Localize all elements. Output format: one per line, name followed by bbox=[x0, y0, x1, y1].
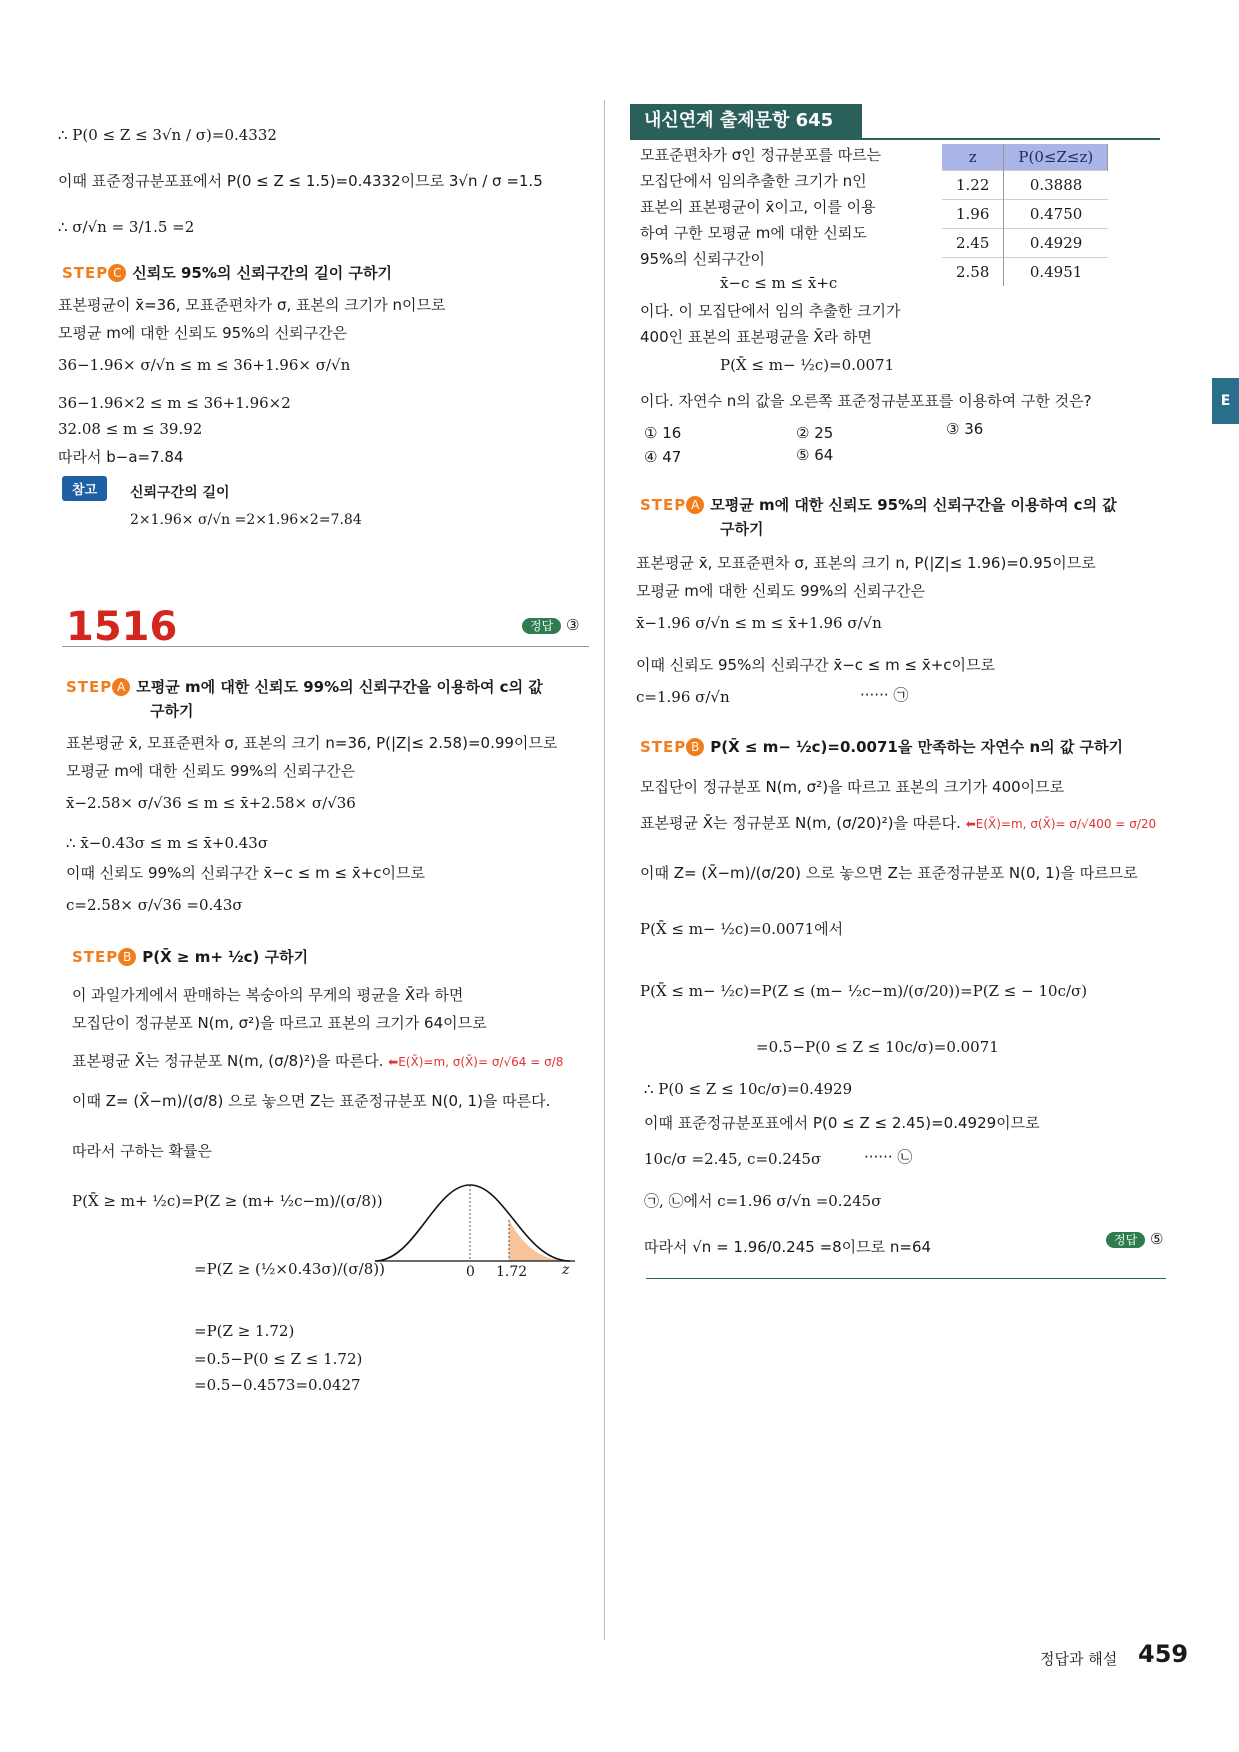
eq-b7: =P(Z ≥ (½×0.43σ)/(σ/8)) bbox=[194, 1260, 385, 1278]
side-tab[interactable]: E bbox=[1212, 378, 1239, 424]
end-rule bbox=[646, 1278, 1166, 1279]
note-body: 2×1.96× σ/√n =2×1.96×2=7.84 bbox=[130, 512, 362, 528]
step-c-heading bbox=[62, 262, 392, 283]
r-step-a-title-2: 구하기 bbox=[720, 520, 764, 538]
eq-c3: 36−1.96× σ/√n ≤ m ≤ 36+1.96× σ/√n bbox=[58, 356, 351, 374]
normal-curve-figure bbox=[375, 1175, 575, 1285]
step-title: 모평균 m에 대한 신뢰도 99%의 신뢰구간을 이용하여 c의 값 bbox=[136, 678, 543, 696]
text-b5: 따라서 구하는 확률은 bbox=[72, 1142, 212, 1160]
banner-rule bbox=[630, 138, 1160, 140]
r-eq-b6: =0.5−P(0 ≤ Z ≤ 10c/σ)=0.0071 bbox=[756, 1038, 999, 1056]
eq-a6: c=2.58× σ/√36 =0.43σ bbox=[66, 896, 243, 914]
choice-3[interactable]: ③ 36 bbox=[946, 420, 984, 438]
column-divider bbox=[604, 100, 605, 1640]
r-text-a2: 모평균 m에 대한 신뢰도 99%의 신뢰구간은 bbox=[636, 582, 926, 600]
q-line-1: 모표준편차가 σ인 정규분포를 따르는 bbox=[640, 146, 882, 164]
step-title: P(X̄ ≥ m+ ½c) 구하기 bbox=[142, 948, 309, 966]
r-eq-b9: 10c/σ =2.45, c=0.245σ bbox=[644, 1150, 822, 1168]
step-label: STEP bbox=[72, 948, 119, 966]
answer-value: ⑤ bbox=[1149, 1230, 1164, 1248]
answer-tag: 정답 bbox=[522, 618, 561, 634]
eq-b6: P(X̄ ≥ m+ ½c)=P(Z ≥ (m+ ½c−m)/(σ/8)) bbox=[72, 1192, 383, 1210]
step-letter: B bbox=[686, 738, 704, 756]
eq-c4: 36−1.96×2 ≤ m ≤ 36+1.96×2 bbox=[58, 394, 291, 412]
r-step-a-heading bbox=[640, 494, 1117, 515]
choice-1[interactable]: ① 16 bbox=[644, 424, 682, 442]
rb2-text: 표본평균 X̄는 정규분포 N(m, (σ/20)²)을 따른다. bbox=[640, 814, 961, 832]
step-letter: B bbox=[118, 948, 136, 966]
answer-tag: 정답 bbox=[1106, 1232, 1145, 1248]
eq-a3: x̄−2.58× σ/√36 ≤ m ≤ x̄+2.58× σ/√36 bbox=[66, 794, 356, 812]
q-line-10: 이다. 자연수 n의 값을 오른쪽 표준정규분포표를 이용하여 구한 것은? bbox=[640, 392, 1092, 410]
eq-line-3: ∴ σ/√n = 3/1.5 =2 bbox=[58, 218, 195, 236]
text-a5: 이때 신뢰도 99%의 신뢰구간 x̄−c ≤ m ≤ x̄+c이므로 bbox=[66, 864, 425, 882]
curve-label-172: 1.72 bbox=[496, 1264, 528, 1280]
text-c2: 모평균 m에 대한 신뢰도 95%의 신뢰구간은 bbox=[58, 324, 348, 342]
z-table-cell: 0.3888 bbox=[1004, 171, 1108, 200]
step-label: STEP bbox=[640, 738, 687, 756]
step-title: 신뢰도 95%의 신뢰구간의 길이 구하기 bbox=[132, 264, 392, 282]
text-a2: 모평균 m에 대한 신뢰도 99%의 신뢰구간은 bbox=[66, 762, 356, 780]
r-text-b11: 따라서 √n = 1.96/0.245 =8이므로 n=64 bbox=[644, 1238, 932, 1256]
problem-number: 1516 bbox=[66, 604, 178, 650]
r-mark-b9: ······ ㉡ bbox=[864, 1148, 913, 1166]
r-text-b8: 이때 표준정규분포표에서 P(0 ≤ Z ≤ 2.45)=0.4929이므로 bbox=[644, 1114, 1040, 1132]
choice-2[interactable]: ② 25 bbox=[796, 424, 834, 442]
q-line-6: x̄−c ≤ m ≤ x̄+c bbox=[720, 274, 838, 292]
eq-b9: =0.5−P(0 ≤ Z ≤ 1.72) bbox=[194, 1350, 363, 1368]
r-eq-a5: c=1.96 σ/√n bbox=[636, 688, 730, 706]
r-text-b2 bbox=[640, 812, 1156, 833]
q-line-2: 모집단에서 임의추출한 크기가 n인 bbox=[640, 172, 867, 190]
r-answer-block bbox=[1106, 1230, 1163, 1248]
r-text-b3: 이때 Z= (X̄−m)/(σ/20) 으로 놓으면 Z는 표준정규분포 N(0, 1)을 따르므로 bbox=[640, 864, 1138, 882]
step-label: STEP bbox=[62, 264, 109, 282]
text-b2: 모집단이 정규분포 N(m, σ²)을 따르고 표본의 크기가 64이므로 bbox=[72, 1014, 487, 1032]
eq-line-1: ∴ P(0 ≤ Z ≤ 3√n / σ)=0.4332 bbox=[58, 126, 277, 144]
r-step-b-heading bbox=[640, 736, 1123, 757]
r-mark-a5: ······ ㉠ bbox=[860, 686, 909, 704]
choice-5[interactable]: ⑤ 64 bbox=[796, 446, 834, 464]
text-b1: 이 과일가게에서 판매하는 복숭아의 무게의 평균을 X̄라 하면 bbox=[72, 986, 464, 1004]
step-letter: A bbox=[112, 678, 130, 696]
left-column bbox=[0, 0, 600, 1752]
step-a-heading bbox=[66, 676, 543, 697]
z-table-cell: 1.22 bbox=[942, 171, 1004, 200]
answer-value: ③ bbox=[565, 616, 580, 634]
step-a-title-2: 구하기 bbox=[150, 702, 194, 720]
rb2-note: ⬅E(X̄)=m, σ(X̄)= σ/√400 = σ/20 bbox=[965, 817, 1157, 831]
text-b4: 이때 Z= (X̄−m)/(σ/8) 으로 놓으면 Z는 표준정규분포 N(0, 1)을 따른다. bbox=[72, 1092, 551, 1110]
z-table-header: z bbox=[942, 144, 1004, 171]
text-line-2: 이때 표준정규분포표에서 P(0 ≤ Z ≤ 1.5)=0.4332이므로 3√n / σ =1.5 bbox=[58, 172, 543, 190]
q-line-9: P(X̄ ≤ m− ½c)=0.0071 bbox=[720, 356, 895, 374]
r-text-a4: 이때 신뢰도 95%의 신뢰구간 x̄−c ≤ m ≤ x̄+c이므로 bbox=[636, 656, 995, 674]
q-line-3: 표본의 표본평균이 x̄이고, 이를 이용 bbox=[640, 198, 876, 216]
step-title: P(X̄ ≤ m− ½c)=0.0071을 만족하는 자연수 n의 값 구하기 bbox=[710, 738, 1124, 756]
r-eq-a3: x̄−1.96 σ/√n ≤ m ≤ x̄+1.96 σ/√n bbox=[636, 614, 882, 632]
q-line-5: 95%의 신뢰구간이 bbox=[640, 250, 766, 268]
z-table-cell: 1.96 bbox=[942, 200, 1004, 229]
step-label: STEP bbox=[66, 678, 113, 696]
r-eq-b4: P(X̄ ≤ m− ½c)=0.0071에서 bbox=[640, 920, 844, 938]
curve-label-zero: 0 bbox=[466, 1264, 475, 1280]
choice-4[interactable]: ④ 47 bbox=[644, 448, 682, 466]
footer-label: 정답과 해설 bbox=[1040, 1650, 1118, 1668]
r-text-b1: 모집단이 정규분포 N(m, σ²)을 따르고 표본의 크기가 400이므로 bbox=[640, 778, 1065, 796]
r-eq-b10: ㉠, ㉡에서 c=1.96 σ/√n =0.245σ bbox=[644, 1192, 882, 1210]
z-table-cell: 2.45 bbox=[942, 229, 1004, 258]
curve-label-z: z bbox=[562, 1262, 570, 1278]
page-number: 459 bbox=[1138, 1640, 1189, 1668]
z-table-cell: 0.4951 bbox=[1004, 258, 1108, 287]
text-b3 bbox=[72, 1050, 563, 1071]
step-label: STEP bbox=[640, 496, 687, 514]
text-c1: 표본평균이 x̄=36, 모표준편차가 σ, 표본의 크기가 n이므로 bbox=[58, 296, 446, 314]
q-line-4: 하여 구한 모평균 m에 대한 신뢰도 bbox=[640, 224, 867, 242]
r-eq-b7: ∴ P(0 ≤ Z ≤ 10c/σ)=0.4929 bbox=[644, 1080, 853, 1098]
note-title: 신뢰구간의 길이 bbox=[130, 485, 230, 501]
eq-b8: =P(Z ≥ 1.72) bbox=[194, 1322, 295, 1340]
note-tag: 참고 bbox=[62, 476, 107, 501]
text-a1: 표본평균 x̄, 모표준편차 σ, 표본의 크기 n=36, P(|Z|≤ 2.58)=0.99이므로 bbox=[66, 734, 558, 752]
eq-c5: 32.08 ≤ m ≤ 39.92 bbox=[58, 420, 203, 438]
z-table-cell: 0.4929 bbox=[1004, 229, 1108, 258]
q-line-7: 이다. 이 모집단에서 임의 추출한 크기가 bbox=[640, 302, 901, 320]
b3-text: 표본평균 X̄는 정규분포 N(m, (σ/8)²)을 따른다. bbox=[72, 1052, 384, 1070]
step-title: 모평균 m에 대한 신뢰도 95%의 신뢰구간을 이용하여 c의 값 bbox=[710, 496, 1117, 514]
answer-block bbox=[522, 616, 579, 634]
r-eq-b5: P(X̄ ≤ m− ½c)=P(Z ≤ (m− ½c−m)/(σ/20))=P(Z ≤ − 10c/σ) bbox=[640, 982, 1088, 1000]
banner: 내신연계 출제문항 645 bbox=[630, 104, 862, 138]
b3-note: ⬅E(X̄)=m, σ(X̄)= σ/√64 = σ/8 bbox=[388, 1055, 564, 1069]
eq-b10: =0.5−0.4573=0.0427 bbox=[194, 1376, 361, 1394]
q-line-8: 400인 표본의 표본평균을 X̄라 하면 bbox=[640, 328, 872, 346]
r-text-a1: 표본평균 x̄, 모표준편차 σ, 표본의 크기 n, P(|Z|≤ 1.96)=0.95이므로 bbox=[636, 554, 1096, 572]
z-table-cell: 2.58 bbox=[942, 258, 1004, 287]
step-letter: C bbox=[108, 264, 126, 282]
step-b-heading bbox=[72, 946, 308, 967]
right-column bbox=[620, 0, 1180, 1752]
z-table-header: P(0≤Z≤z) bbox=[1004, 144, 1108, 171]
step-letter: A bbox=[686, 496, 704, 514]
eq-a4: ∴ x̄−0.43σ ≤ m ≤ x̄+0.43σ bbox=[66, 834, 269, 852]
z-table-cell: 0.4750 bbox=[1004, 200, 1108, 229]
text-c6: 따라서 b−a=7.84 bbox=[58, 448, 184, 466]
z-table bbox=[942, 144, 1108, 286]
